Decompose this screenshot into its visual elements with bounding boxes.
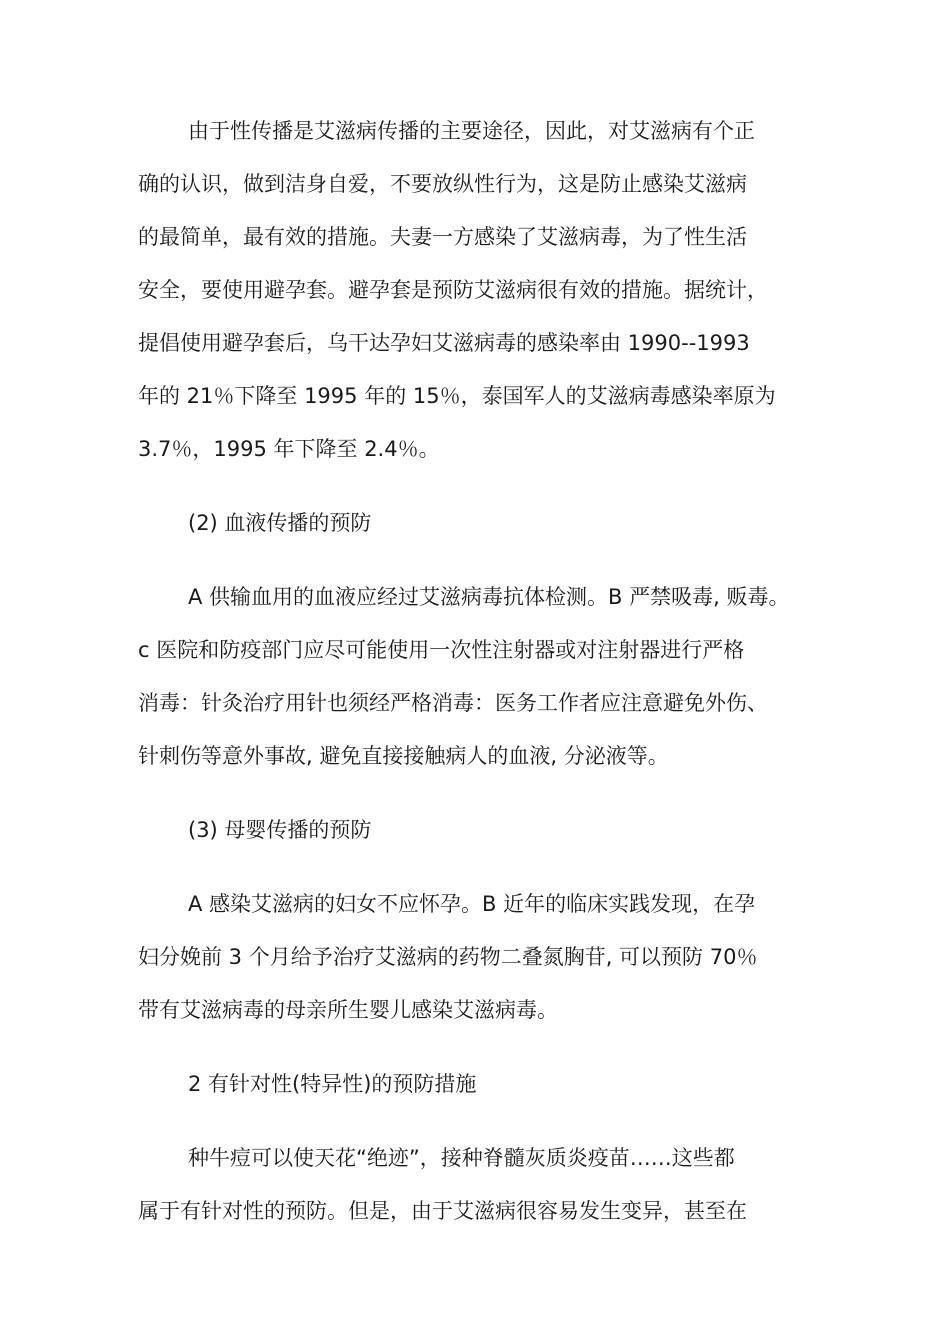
text-line: 3.7％，1995 年下降至 2.4％。	[138, 437, 440, 461]
text-line: c 医院和防疫部门应尽可能使用一次性注射器或对注射器进行严格	[138, 638, 745, 662]
paragraph-mother-infant-transmission	[138, 878, 840, 1037]
text-line: 的最简单，最有效的措施。夫妻一方感染了艾滋病毒，为了性生活	[138, 225, 747, 249]
heading-specific-prevention	[138, 1058, 840, 1111]
paragraph-specific-prevention	[138, 1132, 840, 1238]
paragraph-blood-transmission	[138, 571, 840, 783]
section-heading: (2) 血液传播的预防	[188, 511, 372, 535]
text-line: 种牛痘可以使天花“绝迹”，接种脊髓灰质炎疫苗……这些都	[188, 1146, 735, 1170]
text-line: 安全，要使用避孕套。避孕套是预防艾滋病很有效的措施。据统计，	[138, 278, 768, 302]
section-heading: (3) 母婴传播的预防	[188, 818, 372, 842]
text-line: 年的 21％下降至 1995 年的 15％，泰国军人的艾滋病毒感染率原为	[138, 384, 776, 408]
text-line: 针刺伤等意外事故, 避免直接接触病人的血液, 分泌液等。	[138, 744, 669, 768]
text-line: 属于有针对性的预防。但是，由于艾滋病很容易发生变异，甚至在	[138, 1199, 747, 1223]
paragraph-sexual-transmission	[138, 105, 840, 476]
text-line: A 供输血用的血液应经过艾滋病毒抗体检测。B 严禁吸毒, 贩毒。	[188, 585, 790, 609]
heading-mother-infant-transmission	[138, 804, 840, 857]
text-line: 确的认识，做到洁身自爱，不要放纵性行为，这是防止感染艾滋病	[138, 172, 747, 196]
text-line: 提倡使用避孕套后，乌干达孕妇艾滋病毒的感染率由 1990--1993	[138, 331, 750, 355]
heading-blood-transmission	[138, 497, 840, 550]
text-line: 由于性传播是艾滋病传播的主要途径，因此，对艾滋病有个正	[188, 119, 755, 143]
text-line: 消毒：针灸治疗用针也须经严格消毒：医务工作者应注意避免外伤、	[138, 691, 768, 715]
text-line: 妇分娩前 3 个月给予治疗艾滋病的药物二叠氮胸苷, 可以预防 70％	[138, 945, 758, 969]
section-heading: 2 有针对性(特异性)的预防措施	[188, 1072, 477, 1096]
text-line: 带有艾滋病毒的母亲所生婴儿感染艾滋病毒。	[138, 998, 558, 1022]
text-line: A 感染艾滋病的妇女不应怀孕。B 近年的临床实践发现，在孕	[188, 892, 756, 916]
